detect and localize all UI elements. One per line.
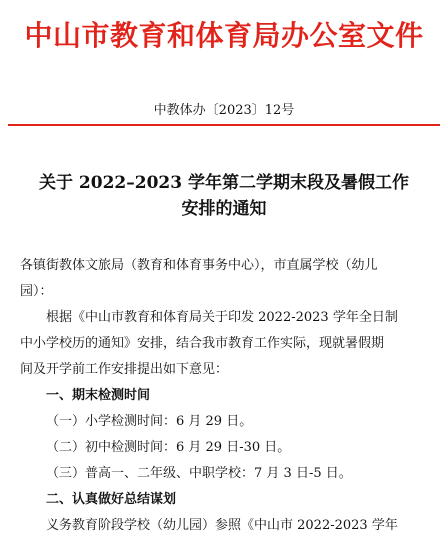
section-2-line-1: 义务教育阶段学校（幼儿园）参照《中山市 2022-2023 学年: [46, 518, 398, 533]
addressee-line-1: 各镇街教体文旅局（教育和体育事务中心），市直属学校（幼儿: [20, 258, 378, 273]
red-separator-line: [8, 124, 440, 126]
section-1-heading: 一、期末检测时间: [46, 388, 151, 403]
intro-line-3: 间及开学前工作安排提出如下意见：: [20, 362, 229, 377]
addressee-line-2: 园）：: [20, 284, 53, 299]
document-title-line-1: 关于 2022–2023 学年第二学期末段及暑假工作: [39, 173, 409, 193]
document-body: [20, 253, 434, 539]
section-1-item-3: （三）普高一、二年级、中职学校：7 月 3 日-5 日。: [46, 466, 352, 481]
document-title: [10, 170, 438, 222]
section-1-item-2: （二）初中检测时间：6 月 29 日-30 日。: [46, 440, 291, 455]
section-1-item-1: （一）小学检测时间：6 月 29 日。: [46, 414, 253, 429]
document-number: 中教体办〔2023〕12号: [153, 103, 295, 118]
intro-line-2: 中小学校历的通知》安排，结合我市教育工作实际，现就暑假期: [20, 336, 385, 351]
issuing-organization-title: 中山市教育和体育局办公室文件: [24, 19, 424, 52]
section-2-heading: 二、认真做好总结谋划: [46, 492, 177, 507]
intro-line-1: 根据《中山市教育和体育局关于印发 2022-2023 学年全日制: [46, 310, 398, 325]
document-title-line-2: 安排的通知: [181, 199, 267, 219]
